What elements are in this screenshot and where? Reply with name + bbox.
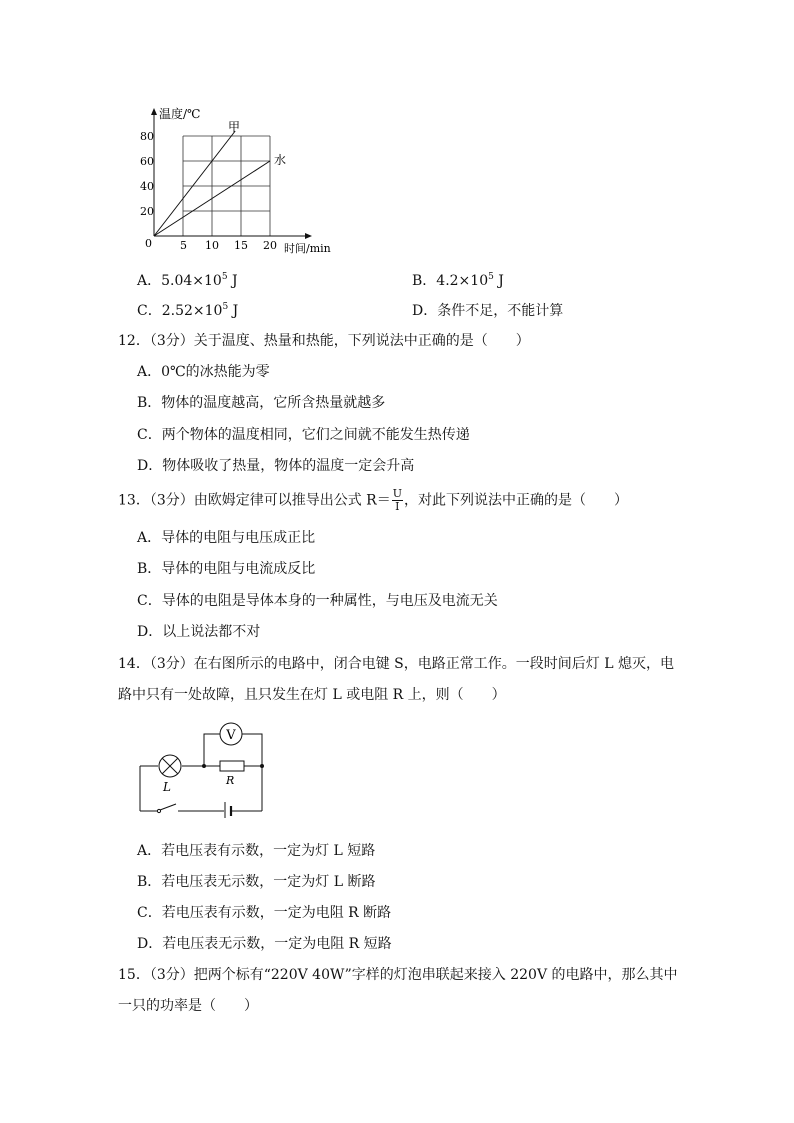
q15-stem-line1: 15．（3分）把两个标有“220V 40W”字样的灯泡串联起来接入 220V 的电路中，那么其中 [118,967,678,983]
unit: J [227,273,238,289]
series-line-jia [154,131,235,236]
q11-option-b [412,271,504,291]
q11-option-c [137,301,238,321]
x-tick-label: 5 [180,239,187,252]
fraction-numerator: U [392,487,402,500]
resistor-symbol [220,761,244,771]
exponent: 5 [222,302,229,312]
q12-option-c: C．两个物体的温度相同，它们之间就不能发生热传递 [137,427,470,443]
series-label-jia: 甲 [228,120,241,134]
circuit-wires [140,734,262,811]
lamp-label: L [163,780,171,794]
x-axis-label: 时间/min [284,242,331,255]
q13-stem [118,488,628,513]
unit: J [228,303,239,319]
q14-option-b: B．若电压表无示数，一定为灯 L 断路 [137,874,376,890]
circuit-diagram [136,718,276,818]
option-text: C．2.52×10 [137,303,223,319]
q14-option-c: C．若电压表有示数，一定为电阻 R 断路 [137,905,392,921]
option-text: B．4.2×10 [412,273,489,289]
origin-label: 0 [145,237,152,250]
y-axis-label: 温度/℃ [159,107,201,121]
x-tick-label: 10 [205,239,219,252]
q15-stem-line2: 一只的功率是（ ） [118,998,258,1014]
q13-option-c: C．导体的电阻是导体本身的一种属性，与电压及电流无关 [137,593,498,609]
resistor-label: R [226,774,235,787]
formula-fraction [392,488,403,513]
voltmeter-symbol [220,723,242,745]
circuit-svg [136,718,276,818]
q12-option-d: D．物体吸收了热量，物体的温度一定会升高 [137,458,415,474]
q12-option-b: B．物体的温度越高，它所含热量就越多 [137,395,386,411]
y-tick-label: 40 [140,180,154,193]
voltmeter-label: V [226,728,236,743]
x-tick-label: 15 [234,239,248,252]
q11-option-d: D．条件不足，不能计算 [412,303,564,319]
series-label-water: 水 [274,153,287,167]
temperature-time-graph [140,100,340,260]
q14-stem-line1: 14．（3分）在右图所示的电路中，闭合电键 S，电路正常工作。一段时间后灯 L 熄灭，电 [118,656,674,672]
graph-svg [140,100,340,260]
q13-option-d: D．以上说法都不对 [137,624,261,640]
x-tick-label: 20 [263,239,277,252]
stem-text: ，对此下列说法中正确的是（ ） [404,492,628,509]
option-text: A．5.04×10 [137,273,222,289]
y-tick-label: 60 [140,155,154,168]
lamp-symbol [159,755,181,777]
switch-symbol [157,804,176,813]
q12-stem: 12．（3分）关于温度、热量和热能，下列说法中正确的是（ ） [118,333,530,349]
unit: J [493,273,504,289]
q14-stem-line2: 路中只有一处故障，且只发生在灯 L 或电阻 R 上，则（ ） [118,687,506,703]
y-tick-label: 80 [140,130,154,143]
q11-option-a [137,271,238,291]
graph-grid [183,136,270,236]
q13-option-a: A．导体的电阻与电压成正比 [137,530,316,546]
q12-option-a: A．0℃的冰热能为零 [137,364,270,380]
exponent: 5 [221,272,228,282]
exponent: 5 [488,272,494,282]
fraction-denominator: I [395,500,400,513]
q14-option-d: D．若电压表无示数，一定为电阻 R 短路 [137,936,392,952]
y-tick-label: 20 [140,205,154,218]
q13-option-b: B．导体的电阻与电流成反比 [137,561,316,577]
battery-symbol [225,802,231,818]
q14-option-a: A．若电压表有示数，一定为灯 L 短路 [137,843,376,859]
stem-text: 13．（3分）由欧姆定律可以推导出公式 R＝ [118,492,391,509]
